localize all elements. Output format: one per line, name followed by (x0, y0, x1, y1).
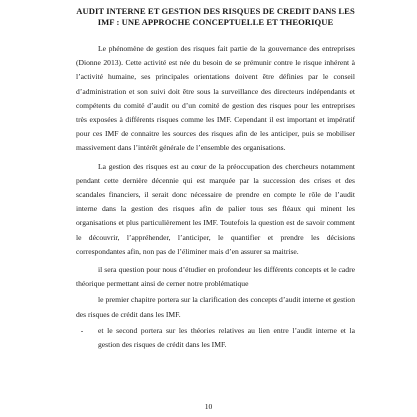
paragraph-intro: Le phénomène de gestion des risques fait partie de la gouvernance des entreprises (Dionne 2013). Cette activité est née du besoin de se prémunir contre le risque inhérent à l’activité humaine, ses principales orientations doivent être définies par le conseil d’administration et son suivi doit être sous la surveillance des directeurs indépendants et compétents du comité d’audit ou d’un comité de gestion des risques pour les entreprises très exposées à différents risques comme les IMF. Cependant il est important et impératif pour ces IMF de connaitre les sources des risques afin de les anticiper, puis se mobiliser massivement dans l’intérêt générale de l’ensemble des organisations. (76, 44, 355, 153)
page-number: 10 (204, 402, 213, 411)
paragraph-risk-management: La gestion des risques est au cœur de la préoccupation des chercheurs notamment pendant cette dernière décennie qui est marquée par la succession des crises et des scandales financiers, il serait donc nécessaire de prendre en compte le rôle de l’audit interne dans la gestion des risques afin de palier tous ses fléaux qui minent les organisations et plus particulièrement les IMF. Toutefois la question est de savoir comment le découvrir, l’appréhender, l’anticiper, le quantifier et prendre les décisions correspondantes afin, non pas de l’éliminer mais d’en assurer sa maitrise. (76, 161, 355, 256)
paragraph-study-aim: il sera question pour nous d’étudier en profondeur les différents concepts et le cadre théorique permettant ainsi de cerner notre problématique (76, 265, 355, 289)
list-item (76, 324, 355, 352)
list-item-text: et le second portera sur les théories relatives au lien entre l’audit interne et la gestion des risques de crédit dans les IMF. (98, 325, 355, 350)
list-dash-marker: - (80, 325, 84, 335)
document-title: AUDIT INTERNE ET GESTION DES RISQUES DE CREDIT DANS LES IMF : UNE APPROCHE CONCEPTUELLE ET THEORIQUE (76, 6, 355, 27)
paragraph-first-chapter: le premier chapitre portera sur la clarification des concepts d’audit interne et gestion des risques de crédit dans les IMF. (76, 295, 355, 319)
